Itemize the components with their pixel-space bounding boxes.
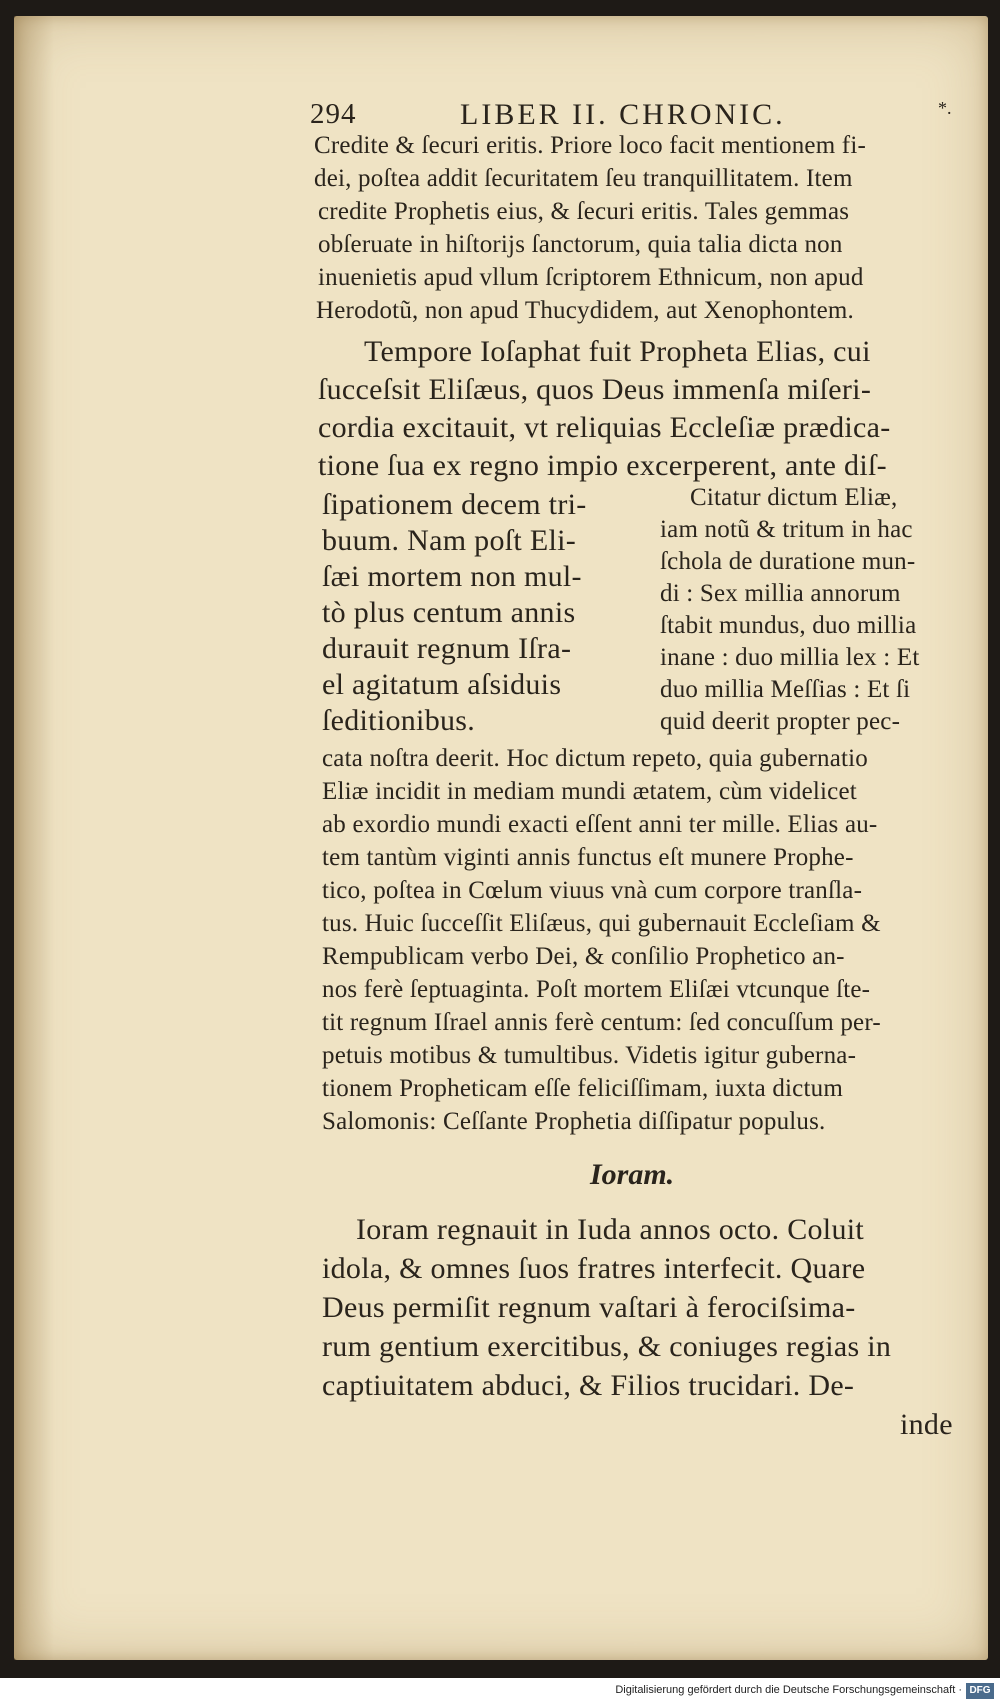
text-line: tus. Huic ſucceſſit Eliſæus, qui gubernauit Eccleſiam & [322, 910, 881, 937]
text-line: tione ſua ex regno impio excerperent, ante diſ- [318, 449, 887, 482]
funding-credit: Digitalisierung gefördert durch die Deutsche Forschungsgemeinschaft · [615, 1684, 962, 1696]
text-line: durauit regnum Iſra- [322, 632, 572, 665]
text-line: Herodotũ, non apud Thucydidem, aut Xenophontem. [316, 297, 855, 324]
text-line: Deus permiſit regnum vaſtari à ferociſsima- [322, 1291, 856, 1324]
text-line: buum. Nam poſt Eli- [322, 524, 577, 557]
text-line: tem tantùm viginti annis functus eſt munere Prophe- [322, 844, 854, 871]
text-line: credite Prophetis eius, & ſecuri eritis. Tales gemmas [318, 198, 850, 225]
text-line: captiuitatem abduci, & Filios trucidari. De- [322, 1369, 855, 1402]
dfg-logo-icon: DFG [966, 1683, 994, 1699]
text-line: obſeruate in hiſtorijs ſanctorum, quia talia dicta non [318, 231, 843, 258]
text-line: tico, poſtea in Cœlum viuus vnà cum corpore tranſla- [322, 877, 863, 904]
text-line: ſchola de duratione mun- [660, 548, 916, 575]
text-line: Tempore Ioſaphat fuit Propheta Elias, cui [364, 335, 871, 368]
text-line: rum gentium exercitibus, & coniuges regias in [322, 1330, 892, 1363]
text-line: cordia excitauit, vt reliquias Eccleſiæ prædica- [318, 411, 891, 444]
text-line: di : Sex millia annorum [660, 580, 901, 607]
text-line: duo millia Meſſias : Et ſi [660, 676, 911, 703]
text-line: inuenietis apud vllum ſcriptorem Ethnicum, non apud [318, 264, 864, 291]
catchword: inde [900, 1408, 953, 1441]
text-line: ſeditionibus. [322, 704, 476, 737]
text-line: dei, poſtea addit ſecuritatem ſeu tranquillitatem. Item [314, 165, 853, 192]
text-line: tò plus centum annis [322, 596, 576, 629]
text-line: ſucceſsit Eliſæus, quos Deus immenſa miſeri- [318, 373, 872, 406]
text-line: idola, & omnes ſuos fratres interfecit. Quare [322, 1252, 866, 1285]
text-line: Credite & ſecuri eritis. Priore loco facit mentionem fi- [314, 132, 866, 159]
text-line: petuis motibus & tumultibus. Videtis igitur guberna- [322, 1042, 857, 1069]
text-line: iam notũ & tritum in hac [660, 516, 913, 543]
digitization-footer [0, 1678, 1000, 1706]
text-line: ab exordio mundi exacti eſſent anni ter mille. Elias au- [322, 811, 878, 838]
text-line: tionem Propheticam eſſe feliciſſimam, iuxta dictum [322, 1075, 843, 1102]
text-line: ſæi mortem non mul- [322, 560, 582, 593]
text-line: ſtabit mundus, duo millia [660, 612, 917, 639]
text-line: Salomonis: Ceſſante Prophetia diſſipatur populus. [322, 1108, 826, 1135]
text-line: nos ferè ſeptuaginta. Poſt mortem Eliſæi vtcunque ſte- [322, 976, 871, 1003]
section-heading-ioram: Ioram. [590, 1158, 675, 1191]
text-line: tit regnum Iſrael annis ferè centum: ſed concuſſum per- [322, 1009, 881, 1036]
text-line: Eliæ incidit in mediam mundi ætatem, cùm videlicet [322, 778, 857, 805]
text-line: el agitatum aſsiduis [322, 668, 562, 701]
text-line: Citatur dictum Eliæ, [690, 484, 898, 511]
text-line: Rempublicam verbo Dei, & conſilio Prophetico an- [322, 943, 845, 970]
text-line: Ioram regnauit in Iuda annos octo. Coluit [356, 1213, 865, 1246]
text-line: cata noſtra deerit. Hoc dictum repeto, quia gubernatio [322, 745, 869, 772]
text-line: ſipationem decem tri- [322, 488, 587, 521]
page-number: 294 [310, 98, 357, 130]
text-line: quid deerit propter pec- [660, 708, 901, 735]
text-line: inane : duo millia lex : Et [660, 644, 920, 671]
header-mark: *. [938, 98, 952, 118]
running-title: LIBER II. CHRONIC. [460, 98, 786, 131]
